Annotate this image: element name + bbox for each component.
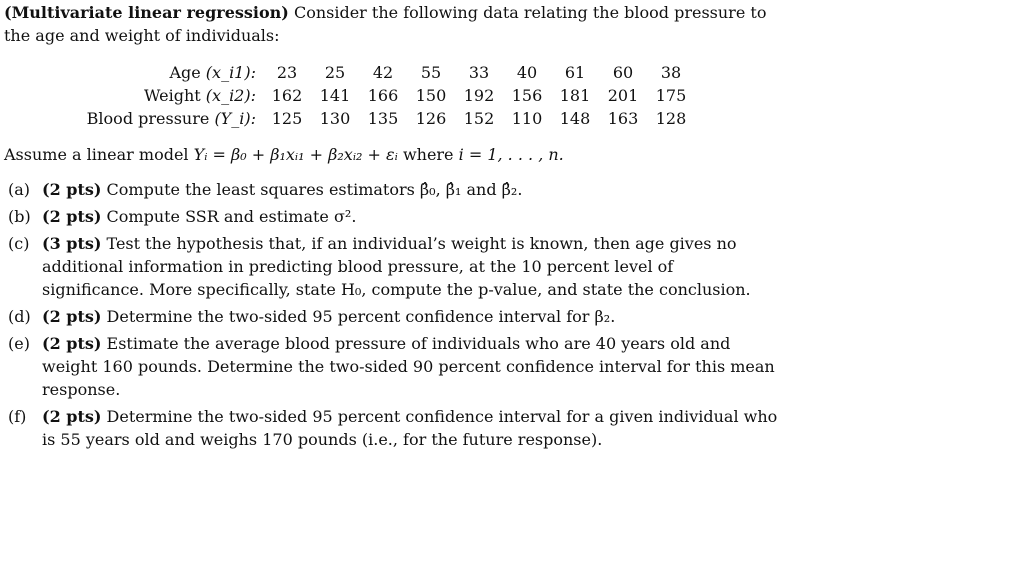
row-label-text: Blood pressure: [86, 109, 210, 128]
row-label-var: (Y_i):: [214, 109, 256, 128]
row-label-text: Age: [169, 63, 201, 82]
table-cell: 61: [564, 63, 586, 82]
part-tag: (c): [8, 234, 30, 253]
table-cell: 23: [276, 63, 298, 82]
table-cell: 201: [607, 86, 639, 105]
part-tag: (e): [8, 334, 30, 353]
table-cell: 156: [511, 86, 543, 105]
part-e: [8, 332, 778, 401]
part-text: Test the hypothesis that, if an individual’s weight is known, then age gives no additional information in predicting blood pressure, at the 10 percent level of significance. More specifically, state H₀, compute the p-value, and state the conclusion.: [42, 234, 751, 299]
table-cell: 192: [463, 86, 495, 105]
row-label-weight: [88, 84, 256, 107]
part-a: [8, 178, 778, 201]
table-cell: 42: [372, 63, 394, 82]
part-tag: (f): [8, 407, 27, 426]
table-cell: 125: [271, 109, 303, 128]
table-cell: 40: [516, 63, 538, 82]
table-cell: 33: [468, 63, 490, 82]
table-cell: 181: [559, 86, 591, 105]
assume-lead: Assume a linear model: [4, 145, 189, 164]
table-cell: 175: [655, 86, 687, 105]
table-cell: 162: [271, 86, 303, 105]
table-cell: 130: [319, 109, 351, 128]
part-text: Determine the two-sided 95 percent confidence interval for a given individual who is 55 years old and weighs 170 pounds (i.e., for the future response).: [42, 407, 778, 449]
row-label-blood-pressure: [88, 107, 256, 130]
model-equation: Yᵢ = β₀ + β₁xᵢ₁ + β₂xᵢ₂ + εᵢ: [193, 145, 398, 164]
part-text: Compute SSR and estimate σ².: [106, 207, 357, 226]
table-cell: 128: [655, 109, 687, 128]
part-points: (2 pts): [42, 307, 102, 326]
table-cell: 150: [415, 86, 447, 105]
table-cell: 135: [367, 109, 399, 128]
table-cell: 60: [612, 63, 634, 82]
part-d: [8, 305, 778, 328]
part-text: Determine the two-sided 95 percent confidence interval for β₂.: [106, 307, 616, 326]
table-cell: 163: [607, 109, 639, 128]
problem-intro: [4, 1, 784, 47]
question-parts: [8, 178, 778, 455]
table-cell: 166: [367, 86, 399, 105]
part-points: (2 pts): [42, 180, 102, 199]
table-cell: 152: [463, 109, 495, 128]
part-points: (2 pts): [42, 207, 102, 226]
table-cell: 38: [660, 63, 682, 82]
problem-intro-text: Consider the following data relating the blood pressure to the age and weight of individuals:: [4, 3, 767, 45]
row-label-var: (x_i2):: [205, 86, 256, 105]
table-cell: 110: [511, 109, 543, 128]
table-cell: 148: [559, 109, 591, 128]
part-tag: (a): [8, 180, 31, 199]
part-tag: (b): [8, 207, 31, 226]
assume-where: where: [402, 145, 454, 164]
table-cell: 25: [324, 63, 346, 82]
index-range: i = 1, . . . , n.: [458, 145, 564, 164]
part-points: (3 pts): [42, 234, 102, 253]
part-b: [8, 205, 778, 228]
row-label-text: Weight: [144, 86, 201, 105]
problem-title: (Multivariate linear regression): [4, 3, 289, 22]
table-cell: 126: [415, 109, 447, 128]
part-points: (2 pts): [42, 334, 102, 353]
part-text: Compute the least squares estimators β̂₀, β̂₁ and β̂₂.: [106, 180, 523, 199]
table-cell: 55: [420, 63, 442, 82]
row-label-var: (x_i1):: [205, 63, 256, 82]
part-c: [8, 232, 778, 301]
part-points: (2 pts): [42, 407, 102, 426]
data-table-labels: [88, 61, 256, 130]
table-cell: 141: [319, 86, 351, 105]
model-assumption: [4, 143, 564, 166]
part-text: Estimate the average blood pressure of individuals who are 40 years old and weight 160 pounds. Determine the two-sided 90 percent confidence interval for this mean response.: [42, 334, 775, 399]
row-label-age: [88, 61, 256, 84]
part-tag: (d): [8, 307, 31, 326]
part-f: [8, 405, 778, 451]
